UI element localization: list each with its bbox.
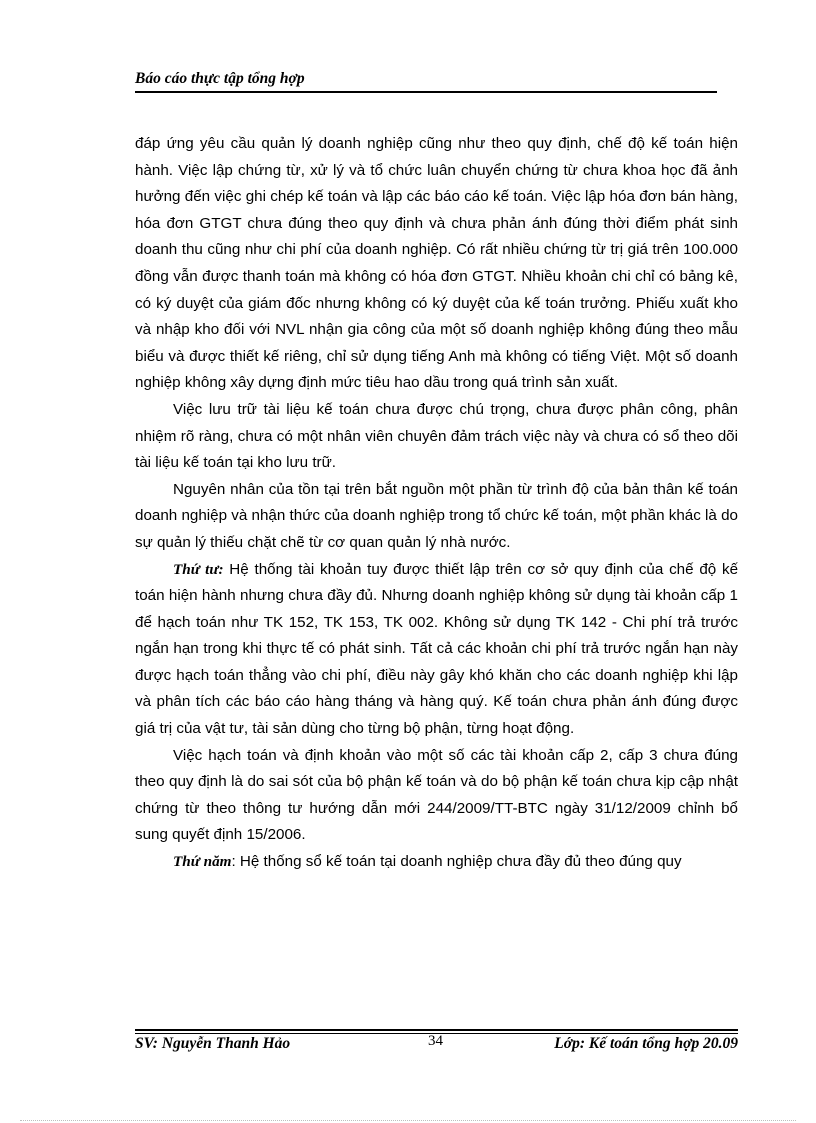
footer-rule-thick bbox=[135, 1029, 738, 1031]
page-header bbox=[135, 70, 717, 93]
paragraph-6-text: : Hệ thống sổ kế toán tại doanh nghiệp chưa đầy đủ theo đúng quy bbox=[231, 853, 682, 871]
paragraph-3: Nguyên nhân của tồn tại trên bắt nguồn một phần từ trình độ của bản thân kế toán doanh nghiệp và nhận thức của doanh nghiệp trong tổ chức kế toán, một phần khác là do sự quản lý thiếu chặt chẽ từ cơ quan quản lý nhà nước. bbox=[135, 480, 738, 551]
page-body bbox=[135, 131, 738, 876]
paragraph-4-text: Hệ thống tài khoản tuy được thiết lập trên cơ sở quy định của chế độ kế toán hiện hành nhưng chưa đầy đủ. Nhưng doanh nghiệp không sử dụng tài khoản cấp 1 để hạch toán như TK 152, TK 153, TK 002. Không sử dụng TK 142 - Chi phí trả trước ngắn hạn trong khi thực tế có phát sinh. Tất cả các khoản chi phí trả trước ngắn hạn này được hạch toán thẳng vào chi phí, điều này gây khó khăn cho các doanh nghiệp khi lập và phân tích các báo cáo hàng tháng và hàng quý. Kế toán chưa phản ánh đúng được giá trị của vật tư, tài sản dùng cho từng bộ phận, từng hoạt động. bbox=[135, 560, 739, 738]
paragraph-4-lead: Thứ tư: bbox=[173, 560, 224, 578]
paragraph-5: Việc hạch toán và định khoản vào một số các tài khoản cấp 2, cấp 3 chưa đúng theo quy định là do sai sót của bộ phận kế toán và do bộ phận kế toán chưa kịp cập nhật chứng từ theo thông tư hướng dẫn mới 244/2009/TT-BTC ngày 31/12/2009 chỉnh bổ sung quyết định 15/2006. bbox=[135, 746, 738, 844]
paragraph-1: đáp ứng yêu cầu quản lý doanh nghiệp cũng như theo quy định, chế độ kế toán hiện hành. Việc lập chứng từ, xử lý và tổ chức luân chuyển chứng từ chưa khoa học đã ảnh hưởng đến việc ghi chép kế toán và lập các báo cáo kế toán. Việc lập hóa đơn bán hàng, hóa đơn GTGT chưa đúng theo quy định và chưa phản ánh đúng thời điểm phát sinh doanh thu cũng như chi phí của doanh nghiệp. Có rất nhiều chứng từ trị giá trên 100.000 đồng vẫn được thanh toán mà không có hóa đơn GTGT. Nhiều khoản chi chỉ có bảng kê, có ký duyệt của giám đốc nhưng không có ký duyệt của kế toán trưởng. Phiếu xuất kho và nhập kho đối với NVL nhận gia công của một số doanh nghiệp không đúng theo mẫu biểu và được thiết kế riêng, chỉ sử dụng tiếng Anh mà không có tiếng Việt. Một số doanh nghiệp không xây dựng định mức tiêu hao dầu trong quá trình sản xuất. bbox=[135, 135, 738, 392]
paragraph-6-lead: Thứ năm bbox=[173, 853, 232, 871]
page-edge-divider bbox=[20, 1120, 796, 1121]
paragraph-2: Việc lưu trữ tài liệu kế toán chưa được chú trọng, chưa được phân công, phân nhiệm rõ ràng, chưa có một nhân viên chuyên đảm trách việc này và chưa có sổ theo dõi tài liệu kế toán tại kho lưu trữ. bbox=[135, 400, 738, 472]
footer-class: Lớp: Kế toán tổng hợp 20.09 bbox=[554, 1035, 738, 1052]
page-footer bbox=[135, 1035, 738, 1057]
paragraph-6 bbox=[135, 849, 738, 876]
footer-student: SV: Nguyễn Thanh Hảo bbox=[135, 1035, 291, 1052]
paragraph-4 bbox=[135, 557, 738, 743]
footer-page-number: 34 bbox=[428, 1033, 443, 1049]
header-title: Báo cáo thực tập tổng hợp bbox=[135, 70, 305, 87]
